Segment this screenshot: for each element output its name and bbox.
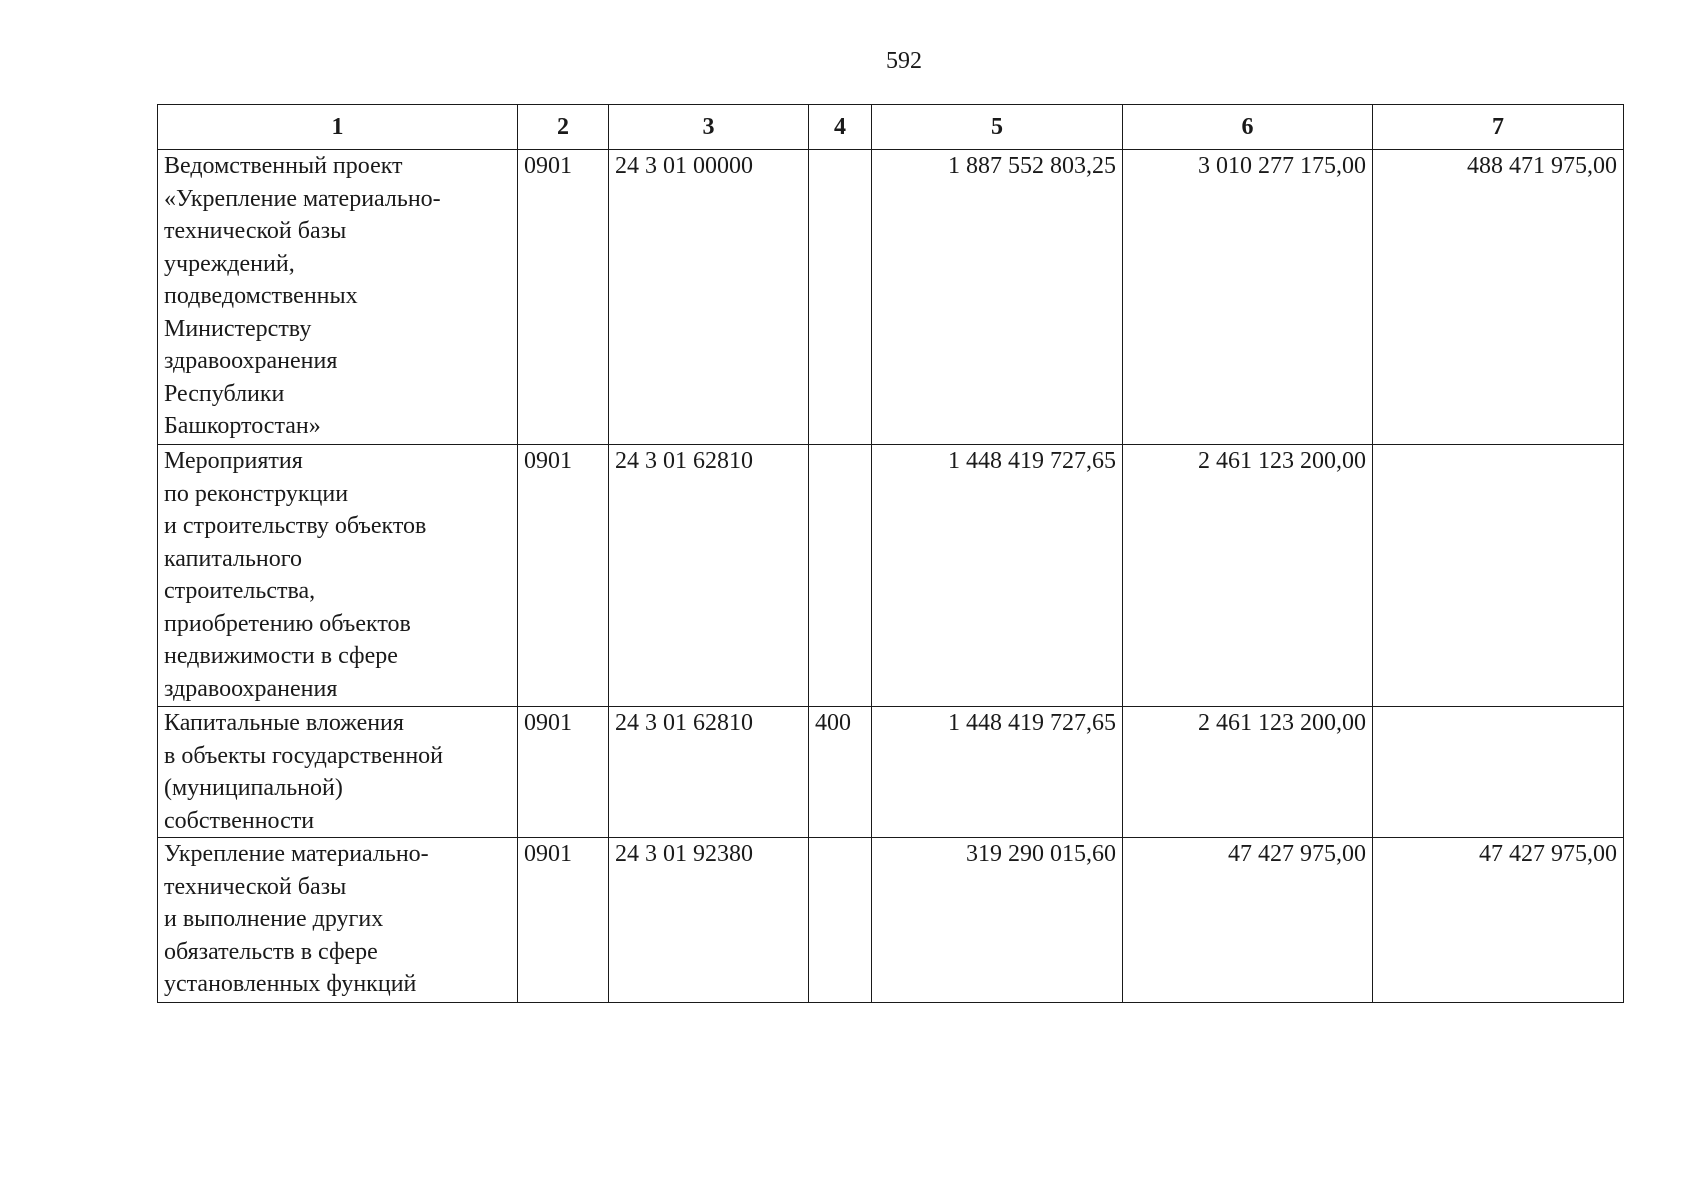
- table-header: [158, 105, 1624, 150]
- row-sum-col-6: 2 461 123 200,00: [1123, 707, 1373, 838]
- row-code: 0901: [518, 838, 609, 1003]
- row-name: [158, 838, 518, 1003]
- row-name: [158, 150, 518, 445]
- row-sum-col-5: 1 887 552 803,25: [872, 150, 1123, 445]
- table-row: [158, 707, 1624, 838]
- table-row: [158, 838, 1624, 1003]
- row-sum-col-6: 47 427 975,00: [1123, 838, 1373, 1003]
- row-expense-type: [809, 838, 872, 1003]
- row-sum-col-7: [1373, 445, 1624, 707]
- header-row: [158, 105, 1624, 150]
- name-line: приобретению объектов: [164, 610, 411, 637]
- name-line: собственности: [164, 807, 315, 834]
- name-line: Министерству: [164, 315, 312, 342]
- name-line: и строительству объектов: [164, 513, 427, 539]
- budget-table: [157, 104, 1624, 1003]
- header-col-4: 4: [809, 105, 872, 150]
- name-line: (муниципальной): [164, 775, 343, 801]
- row-expense-type: 400: [809, 707, 872, 838]
- row-sum-col-7: [1373, 707, 1624, 838]
- row-sum-col-5: 1 448 419 727,65: [872, 707, 1123, 838]
- row-expense-type: [809, 445, 872, 707]
- row-expense-type: [809, 150, 872, 445]
- header-col-2: 2: [518, 105, 609, 150]
- name-line: подведомственных: [164, 283, 358, 309]
- name-line: в объекты государственной: [164, 742, 444, 769]
- row-code: 0901: [518, 445, 609, 707]
- header-col-7: 7: [1373, 105, 1624, 150]
- row-name: [158, 707, 518, 838]
- name-line: установленных функций: [164, 971, 417, 997]
- name-line: строительства,: [164, 578, 316, 604]
- row-target-article: 24 3 01 00000: [609, 150, 809, 445]
- name-line: Башкортостан»: [164, 413, 321, 439]
- header-col-5: 5: [872, 105, 1123, 150]
- row-sum-col-6: 3 010 277 175,00: [1123, 150, 1373, 445]
- header-col-6: 6: [1123, 105, 1373, 150]
- row-sum-col-7: 488 471 975,00: [1373, 150, 1624, 445]
- name-line: капитального: [164, 545, 302, 572]
- row-code: 0901: [518, 150, 609, 445]
- row-target-article: 24 3 01 62810: [609, 445, 809, 707]
- name-line: технической базы: [164, 218, 347, 244]
- table-row: [158, 445, 1624, 707]
- name-line: технической базы: [164, 873, 347, 900]
- row-sum-col-5: 319 290 015,60: [872, 838, 1123, 1003]
- row-sum-col-7: 47 427 975,00: [1373, 838, 1624, 1003]
- name-line: здравоохранения: [164, 675, 338, 702]
- table-body: [158, 150, 1624, 1003]
- name-line: учреждений,: [164, 250, 295, 277]
- row-code: 0901: [518, 707, 609, 838]
- name-line: здравоохранения: [164, 348, 338, 374]
- row-target-article: 24 3 01 62810: [609, 707, 809, 838]
- row-sum-col-6: 2 461 123 200,00: [1123, 445, 1373, 707]
- name-line: обязательств в сфере: [164, 938, 378, 965]
- table-row: [158, 150, 1624, 445]
- name-line: недвижимости в сфере: [164, 643, 398, 669]
- row-sum-col-5: 1 448 419 727,65: [872, 445, 1123, 707]
- page-number: 592: [886, 48, 922, 74]
- row-name: [158, 445, 518, 707]
- header-col-1: 1: [158, 105, 518, 150]
- name-line: Мероприятия: [164, 448, 303, 474]
- name-line: и выполнение других: [164, 906, 384, 932]
- name-line: «Укрепление материально-: [164, 185, 441, 212]
- name-line: Капитальные вложения: [164, 710, 404, 736]
- name-line: Укрепление материально-: [164, 841, 429, 867]
- row-target-article: 24 3 01 92380: [609, 838, 809, 1003]
- name-line: Ведомственный проект: [164, 153, 403, 179]
- name-line: по реконструкции: [164, 480, 349, 507]
- header-col-3: 3: [609, 105, 809, 150]
- name-line: Республики: [164, 380, 285, 407]
